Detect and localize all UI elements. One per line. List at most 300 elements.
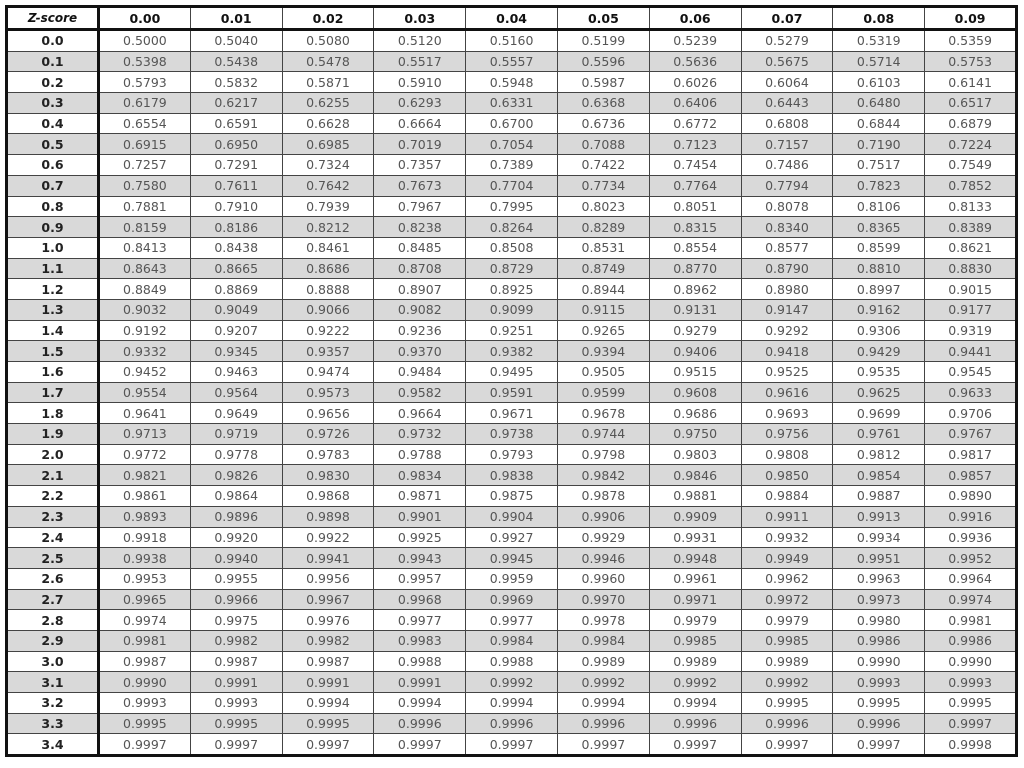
probability-cell: 0.7673 [374,175,466,196]
probability-cell: 0.6879 [925,113,1017,134]
probability-cell: 0.9929 [557,527,649,548]
probability-cell: 0.9971 [649,589,741,610]
probability-cell: 0.9890 [925,486,1017,507]
probability-cell: 0.8438 [190,237,282,258]
probability-cell: 0.9993 [99,693,191,714]
probability-cell: 0.9997 [925,713,1017,734]
probability-cell: 0.8413 [99,237,191,258]
probability-cell: 0.9761 [833,424,925,445]
probability-cell: 0.9693 [741,403,833,424]
table-row [7,196,1017,217]
table-row [7,424,1017,445]
probability-cell: 0.9993 [925,672,1017,693]
probability-cell: 0.9996 [557,713,649,734]
table-row [7,341,1017,362]
probability-cell: 0.8051 [649,196,741,217]
probability-cell: 0.5871 [282,72,374,93]
z-value-cell: 1.3 [7,299,99,320]
probability-cell: 0.6141 [925,72,1017,93]
probability-cell: 0.9803 [649,444,741,465]
probability-cell: 0.9961 [649,568,741,589]
probability-cell: 0.5517 [374,51,466,72]
probability-cell: 0.6217 [190,93,282,114]
probability-cell: 0.9082 [374,299,466,320]
probability-cell: 0.7704 [466,175,558,196]
probability-cell: 0.8962 [649,279,741,300]
column-header: 0.08 [833,7,925,30]
probability-cell: 0.9131 [649,299,741,320]
probability-cell: 0.6808 [741,113,833,134]
probability-cell: 0.5279 [741,30,833,52]
probability-cell: 0.5199 [557,30,649,52]
probability-cell: 0.9744 [557,424,649,445]
probability-cell: 0.9984 [557,630,649,651]
probability-cell: 0.9979 [649,610,741,631]
probability-cell: 0.9474 [282,362,374,383]
probability-cell: 0.9826 [190,465,282,486]
probability-cell: 0.6293 [374,93,466,114]
probability-cell: 0.9515 [649,362,741,383]
probability-cell: 0.9750 [649,424,741,445]
probability-cell: 0.9846 [649,465,741,486]
probability-cell: 0.7257 [99,155,191,176]
probability-cell: 0.9878 [557,486,649,507]
probability-cell: 0.9906 [557,506,649,527]
probability-cell: 0.8485 [374,237,466,258]
z-value-cell: 2.0 [7,444,99,465]
probability-cell: 0.9952 [925,548,1017,569]
table-row [7,279,1017,300]
probability-cell: 0.6064 [741,72,833,93]
probability-cell: 0.6985 [282,134,374,155]
table-row [7,258,1017,279]
probability-cell: 0.9987 [190,651,282,672]
z-value-cell: 0.6 [7,155,99,176]
probability-cell: 0.8340 [741,217,833,238]
probability-cell: 0.8577 [741,237,833,258]
probability-cell: 0.9970 [557,589,649,610]
probability-cell: 0.7291 [190,155,282,176]
probability-cell: 0.9983 [374,630,466,651]
probability-cell: 0.9535 [833,362,925,383]
table-row [7,527,1017,548]
probability-cell: 0.9564 [190,382,282,403]
z-value-cell: 2.5 [7,548,99,569]
probability-cell: 0.7642 [282,175,374,196]
z-value-cell: 2.1 [7,465,99,486]
probability-cell: 0.9960 [557,568,649,589]
column-header: 0.09 [925,7,1017,30]
probability-cell: 0.9955 [190,568,282,589]
probability-cell: 0.9463 [190,362,282,383]
probability-cell: 0.9306 [833,320,925,341]
probability-cell: 0.9990 [99,672,191,693]
probability-cell: 0.7088 [557,134,649,155]
probability-cell: 0.9931 [649,527,741,548]
probability-cell: 0.9767 [925,424,1017,445]
probability-cell: 0.9988 [466,651,558,672]
probability-cell: 0.8643 [99,258,191,279]
probability-cell: 0.9778 [190,444,282,465]
probability-cell: 0.9989 [649,651,741,672]
z-value-cell: 0.5 [7,134,99,155]
column-header: 0.04 [466,7,558,30]
probability-cell: 0.8531 [557,237,649,258]
probability-cell: 0.6700 [466,113,558,134]
probability-cell: 0.9738 [466,424,558,445]
probability-cell: 0.5160 [466,30,558,52]
probability-cell: 0.9969 [466,589,558,610]
z-value-cell: 1.8 [7,403,99,424]
probability-cell: 0.9979 [741,610,833,631]
probability-cell: 0.9625 [833,382,925,403]
probability-cell: 0.9808 [741,444,833,465]
table-row [7,30,1017,52]
probability-cell: 0.9916 [925,506,1017,527]
probability-cell: 0.9812 [833,444,925,465]
probability-cell: 0.9772 [99,444,191,465]
probability-cell: 0.9968 [374,589,466,610]
probability-cell: 0.9966 [190,589,282,610]
probability-cell: 0.9995 [741,693,833,714]
probability-cell: 0.9049 [190,299,282,320]
probability-cell: 0.9838 [466,465,558,486]
probability-cell: 0.6591 [190,113,282,134]
probability-cell: 0.9959 [466,568,558,589]
probability-cell: 0.9726 [282,424,374,445]
table-row [7,175,1017,196]
probability-cell: 0.6103 [833,72,925,93]
probability-cell: 0.9948 [649,548,741,569]
probability-cell: 0.8729 [466,258,558,279]
probability-cell: 0.9671 [466,403,558,424]
probability-cell: 0.9992 [741,672,833,693]
probability-cell: 0.9992 [649,672,741,693]
probability-cell: 0.9977 [466,610,558,631]
table-row [7,568,1017,589]
probability-cell: 0.6255 [282,93,374,114]
probability-cell: 0.5319 [833,30,925,52]
probability-cell: 0.9525 [741,362,833,383]
probability-cell: 0.9980 [833,610,925,631]
probability-cell: 0.9911 [741,506,833,527]
probability-cell: 0.9066 [282,299,374,320]
table-row [7,589,1017,610]
probability-cell: 0.9993 [190,693,282,714]
probability-cell: 0.9920 [190,527,282,548]
probability-cell: 0.6517 [925,93,1017,114]
probability-cell: 0.7019 [374,134,466,155]
probability-cell: 0.8925 [466,279,558,300]
probability-cell: 0.9953 [99,568,191,589]
probability-cell: 0.9554 [99,382,191,403]
z-value-cell: 2.3 [7,506,99,527]
probability-cell: 0.9332 [99,341,191,362]
probability-cell: 0.8133 [925,196,1017,217]
probability-cell: 0.8389 [925,217,1017,238]
probability-cell: 0.9957 [374,568,466,589]
z-value-cell: 3.3 [7,713,99,734]
probability-cell: 0.8186 [190,217,282,238]
probability-cell: 0.9633 [925,382,1017,403]
probability-cell: 0.9936 [925,527,1017,548]
table-row [7,113,1017,134]
z-value-cell: 2.6 [7,568,99,589]
probability-cell: 0.5832 [190,72,282,93]
probability-cell: 0.9783 [282,444,374,465]
probability-cell: 0.8944 [557,279,649,300]
probability-cell: 0.9962 [741,568,833,589]
probability-cell: 0.9975 [190,610,282,631]
probability-cell: 0.9032 [99,299,191,320]
probability-cell: 0.9997 [833,734,925,756]
probability-cell: 0.8849 [99,279,191,300]
probability-cell: 0.5557 [466,51,558,72]
probability-cell: 0.9901 [374,506,466,527]
probability-cell: 0.9985 [649,630,741,651]
probability-cell: 0.9967 [282,589,374,610]
probability-cell: 0.8665 [190,258,282,279]
probability-cell: 0.9850 [741,465,833,486]
z-value-cell: 0.0 [7,30,99,52]
table-row [7,155,1017,176]
table-row [7,217,1017,238]
table-row [7,548,1017,569]
z-value-cell: 2.7 [7,589,99,610]
probability-cell: 0.7324 [282,155,374,176]
probability-cell: 0.5040 [190,30,282,52]
probability-cell: 0.6480 [833,93,925,114]
probability-cell: 0.7881 [99,196,191,217]
probability-cell: 0.8315 [649,217,741,238]
probability-cell: 0.5359 [925,30,1017,52]
probability-cell: 0.6026 [649,72,741,93]
probability-cell: 0.9861 [99,486,191,507]
table-row [7,403,1017,424]
z-value-cell: 1.2 [7,279,99,300]
probability-cell: 0.9985 [741,630,833,651]
probability-cell: 0.9236 [374,320,466,341]
probability-cell: 0.9982 [190,630,282,651]
probability-cell: 0.9505 [557,362,649,383]
probability-cell: 0.7357 [374,155,466,176]
probability-cell: 0.9997 [374,734,466,756]
probability-cell: 0.8023 [557,196,649,217]
probability-cell: 0.9996 [374,713,466,734]
probability-cell: 0.7054 [466,134,558,155]
z-value-cell: 2.2 [7,486,99,507]
z-value-cell: 2.4 [7,527,99,548]
table-row [7,651,1017,672]
table-row [7,486,1017,507]
table-body [7,30,1017,756]
probability-cell: 0.7852 [925,175,1017,196]
z-score-header: Z-score [7,7,99,30]
probability-cell: 0.9997 [741,734,833,756]
probability-cell: 0.8365 [833,217,925,238]
probability-cell: 0.9943 [374,548,466,569]
probability-cell: 0.9495 [466,362,558,383]
probability-cell: 0.9015 [925,279,1017,300]
probability-cell: 0.9977 [374,610,466,631]
z-value-cell: 1.9 [7,424,99,445]
column-header: 0.07 [741,7,833,30]
z-value-cell: 3.2 [7,693,99,714]
probability-cell: 0.5910 [374,72,466,93]
probability-cell: 0.9951 [833,548,925,569]
probability-cell: 0.8708 [374,258,466,279]
table-row [7,444,1017,465]
probability-cell: 0.7967 [374,196,466,217]
probability-cell: 0.5793 [99,72,191,93]
probability-cell: 0.9987 [282,651,374,672]
probability-cell: 0.6772 [649,113,741,134]
probability-cell: 0.5478 [282,51,374,72]
probability-cell: 0.9989 [557,651,649,672]
table-row [7,713,1017,734]
probability-cell: 0.7190 [833,134,925,155]
probability-cell: 0.9913 [833,506,925,527]
z-value-cell: 3.1 [7,672,99,693]
probability-cell: 0.9994 [557,693,649,714]
probability-cell: 0.6844 [833,113,925,134]
probability-cell: 0.9177 [925,299,1017,320]
probability-cell: 0.8770 [649,258,741,279]
probability-cell: 0.9884 [741,486,833,507]
probability-cell: 0.9965 [99,589,191,610]
probability-cell: 0.9279 [649,320,741,341]
probability-cell: 0.9099 [466,299,558,320]
probability-cell: 0.9357 [282,341,374,362]
probability-cell: 0.5714 [833,51,925,72]
column-header: 0.05 [557,7,649,30]
probability-cell: 0.9949 [741,548,833,569]
probability-cell: 0.9964 [925,568,1017,589]
z-value-cell: 0.7 [7,175,99,196]
probability-cell: 0.9992 [466,672,558,693]
probability-cell: 0.8599 [833,237,925,258]
probability-cell: 0.9986 [925,630,1017,651]
probability-cell: 0.8461 [282,237,374,258]
probability-cell: 0.8790 [741,258,833,279]
probability-cell: 0.9394 [557,341,649,362]
probability-cell: 0.9995 [190,713,282,734]
probability-cell: 0.9664 [374,403,466,424]
probability-cell: 0.6406 [649,93,741,114]
probability-cell: 0.9918 [99,527,191,548]
probability-cell: 0.7486 [741,155,833,176]
z-value-cell: 3.0 [7,651,99,672]
probability-cell: 0.8554 [649,237,741,258]
probability-cell: 0.5948 [466,72,558,93]
probability-cell: 0.9991 [190,672,282,693]
probability-cell: 0.9997 [282,734,374,756]
probability-cell: 0.9292 [741,320,833,341]
table-row [7,734,1017,756]
probability-cell: 0.9925 [374,527,466,548]
probability-cell: 0.9927 [466,527,558,548]
probability-cell: 0.9817 [925,444,1017,465]
probability-cell: 0.9981 [99,630,191,651]
z-value-cell: 0.8 [7,196,99,217]
probability-cell: 0.7422 [557,155,649,176]
probability-cell: 0.9997 [649,734,741,756]
probability-cell: 0.5675 [741,51,833,72]
probability-cell: 0.9599 [557,382,649,403]
probability-cell: 0.9641 [99,403,191,424]
header-row [7,7,1017,30]
probability-cell: 0.7939 [282,196,374,217]
table-row [7,320,1017,341]
probability-cell: 0.5987 [557,72,649,93]
probability-cell: 0.6950 [190,134,282,155]
probability-cell: 0.8980 [741,279,833,300]
probability-cell: 0.9452 [99,362,191,383]
probability-cell: 0.9686 [649,403,741,424]
probability-cell: 0.5596 [557,51,649,72]
probability-cell: 0.9798 [557,444,649,465]
probability-cell: 0.9994 [282,693,374,714]
probability-cell: 0.9996 [649,713,741,734]
probability-cell: 0.7734 [557,175,649,196]
probability-cell: 0.9406 [649,341,741,362]
probability-cell: 0.5636 [649,51,741,72]
probability-cell: 0.9992 [557,672,649,693]
probability-cell: 0.9991 [374,672,466,693]
probability-cell: 0.9207 [190,320,282,341]
table-row [7,610,1017,631]
probability-cell: 0.9573 [282,382,374,403]
probability-cell: 0.9990 [925,651,1017,672]
table-row [7,693,1017,714]
probability-cell: 0.9656 [282,403,374,424]
probability-cell: 0.9987 [99,651,191,672]
table-row [7,72,1017,93]
probability-cell: 0.9429 [833,341,925,362]
probability-cell: 0.9940 [190,548,282,569]
probability-cell: 0.8907 [374,279,466,300]
probability-cell: 0.5753 [925,51,1017,72]
probability-cell: 0.9875 [466,486,558,507]
table-row [7,51,1017,72]
probability-cell: 0.9997 [190,734,282,756]
probability-cell: 0.7454 [649,155,741,176]
probability-cell: 0.9545 [925,362,1017,383]
probability-cell: 0.7910 [190,196,282,217]
probability-cell: 0.7995 [466,196,558,217]
probability-cell: 0.9788 [374,444,466,465]
probability-cell: 0.9834 [374,465,466,486]
probability-cell: 0.9945 [466,548,558,569]
probability-cell: 0.9756 [741,424,833,445]
probability-cell: 0.9793 [466,444,558,465]
z-value-cell: 0.1 [7,51,99,72]
column-header: 0.03 [374,7,466,30]
probability-cell: 0.8686 [282,258,374,279]
table-row [7,362,1017,383]
probability-cell: 0.9990 [833,651,925,672]
probability-cell: 0.8888 [282,279,374,300]
probability-cell: 0.9904 [466,506,558,527]
z-value-cell: 0.3 [7,93,99,114]
probability-cell: 0.9996 [741,713,833,734]
probability-cell: 0.9909 [649,506,741,527]
probability-cell: 0.7580 [99,175,191,196]
z-value-cell: 0.4 [7,113,99,134]
probability-cell: 0.9713 [99,424,191,445]
z-value-cell: 1.0 [7,237,99,258]
probability-cell: 0.9996 [833,713,925,734]
